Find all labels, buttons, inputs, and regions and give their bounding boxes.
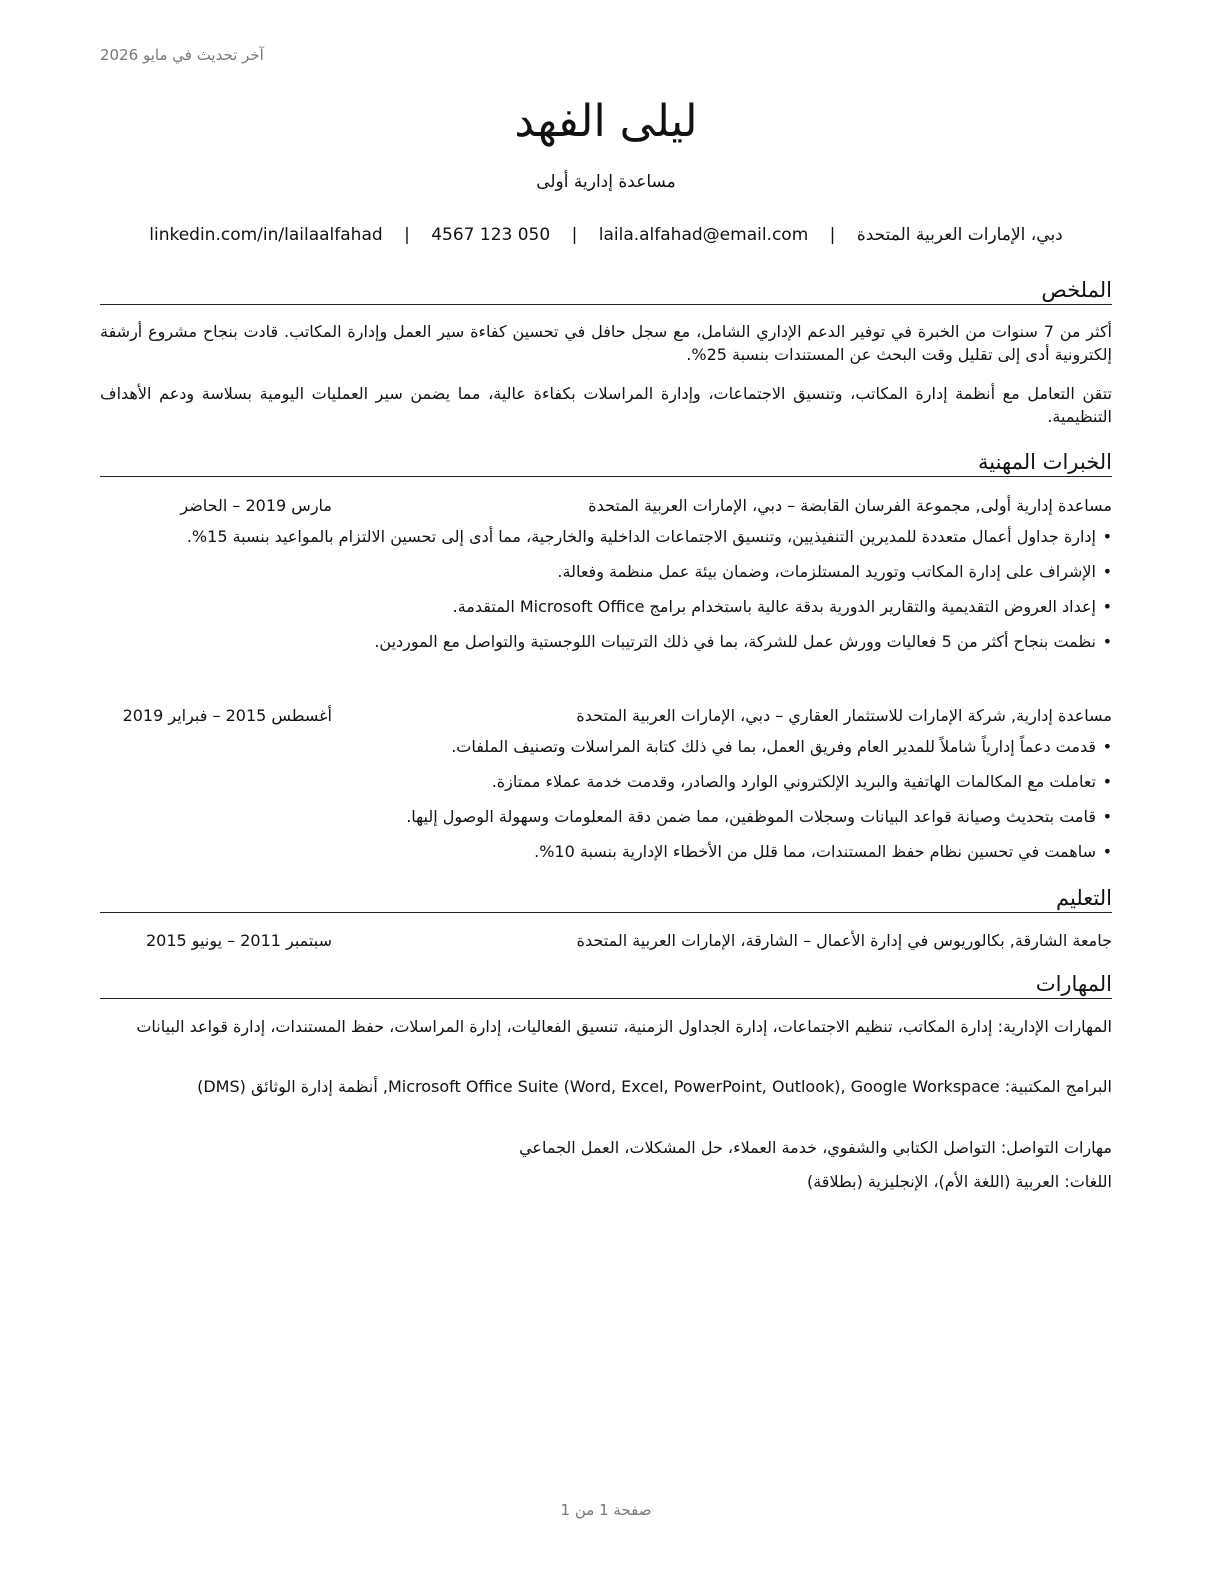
job-dates: أغسطس 2015 – فبراير 2019 (122, 706, 332, 725)
skill-line: البرامج المكتبية: Microsoft Office Suite (Word, Excel, PowerPoint, Outlook), Google Workspace, أنظمة إدارة الوثائق (DMS) (197, 1077, 1112, 1096)
list-item: • إدارة جداول أعمال متعددة للمديرين التنفيذيين، وتنسيق الاجتماعات الداخلية والخارجية، مما أدى إلى تحسين الالتزام بالمواعيد بنسبة 15%. (100, 525, 1112, 548)
contact-location: دبي، الإمارات العربية المتحدة (856, 225, 1063, 245)
education-entry (100, 929, 1112, 953)
list-item: • إعداد العروض التقديمية والتقارير الدورية بدقة عالية باستخدام برامج Microsoft Office المتقدمة. (100, 595, 1112, 618)
candidate-title: مساعدة إدارية أولى (536, 172, 676, 192)
contact-separator: | (829, 225, 836, 245)
education-dates: سبتمبر 2011 – يونيو 2015 (145, 931, 332, 950)
contact-phone: 050 123 4567 (431, 225, 551, 245)
candidate-name: ليلى الفهد (514, 96, 698, 147)
last-updated-note: آخر تحديث في مايو 2026 (100, 46, 264, 64)
job-bullets (100, 525, 1112, 665)
list-item: • الإشراف على إدارة المكاتب وتوريد المستلزمات، وضمان بيئة عمل منظمة وفعالة. (100, 560, 1112, 583)
list-item: • تعاملت مع المكالمات الهاتفية والبريد الإلكتروني الوارد والصادر، وقدمت خدمة عملاء ممتازة. (100, 770, 1112, 793)
summary-paragraph: أكثر من 7 سنوات من الخبرة في توفير الدعم الإداري الشامل، مع سجل حافل في تحسين كفاءة سير العمل وإدارة المكاتب. قادت بنجاح مشروع أرشفة إلكترونية أدى إلى تقليل وقت البحث عن المستندات بنسبة 25%. (100, 322, 1112, 364)
resume-page (100, 0, 1112, 1584)
education-heading: التعليم (100, 885, 1112, 913)
summary-heading: الملخص (100, 277, 1112, 305)
contact-email[interactable]: laila.alfahad@email.com (598, 225, 809, 245)
job-bullets (100, 735, 1112, 875)
contact-line (100, 222, 1112, 248)
job-title-company: مساعدة إدارية, شركة الإمارات للاستثمار العقاري – دبي، الإمارات العربية المتحدة (576, 706, 1112, 725)
list-item: • ساهمت في تحسين نظام حفظ المستندات، مما قلل من الأخطاء الإدارية بنسبة 10%. (100, 840, 1112, 863)
skill-line: مهارات التواصل: التواصل الكتابي والشفوي، خدمة العملاء، حل المشكلات، العمل الجماعي (519, 1138, 1112, 1157)
job-header (100, 704, 1112, 728)
skill-line: المهارات الإدارية: إدارة المكاتب، تنظيم الاجتماعات، إدارة الجداول الزمنية، تنسيق الفعاليات، إدارة المراسلات، حفظ المستندات، إدارة قواعد البيانات (136, 1017, 1112, 1036)
contact-separator: | (404, 225, 410, 245)
list-item: • نظمت بنجاح أكثر من 5 فعاليات وورش عمل للشركة، بما في ذلك الترتيبات اللوجستية والتواصل مع الموردين. (100, 630, 1112, 653)
contact-linkedin[interactable]: linkedin.com/in/lailaalfahad (149, 225, 383, 245)
list-item: • قامت بتحديث وصيانة قواعد البيانات وسجلات الموظفين، مما ضمن دقة المعلومات وسهولة الوصول إليها. (100, 805, 1112, 828)
job-header (100, 494, 1112, 518)
summary-paragraph: تتقن التعامل مع أنظمة إدارة المكاتب، وتنسيق الاجتماعات، وإدارة المراسلات بكفاءة عالية، مما يضمن سير العمليات اليومية بسلاسة ودعم الأهداف التنظيمية. (100, 384, 1112, 426)
contact-separator: | (571, 225, 578, 245)
page-number: صفحة 1 من 1 (560, 1501, 652, 1519)
skills-heading: المهارات (100, 971, 1112, 999)
job-dates: مارس 2019 – الحاضر (180, 496, 332, 515)
job-title-company: مساعدة إدارية أولى, مجموعة الفرسان القابضة – دبي، الإمارات العربية المتحدة (588, 496, 1112, 515)
experience-heading: الخبرات المهنية (100, 449, 1112, 477)
education-degree-school: جامعة الشارقة, بكالوريوس في إدارة الأعمال – الشارقة، الإمارات العربية المتحدة (576, 931, 1112, 950)
skill-line: اللغات: العربية (اللغة الأم)، الإنجليزية (بطلاقة) (806, 1172, 1112, 1191)
list-item: • قدمت دعماً إدارياً شاملاً للمدير العام وفريق العمل، بما في ذلك كتابة المراسلات وتصنيف الملفات. (100, 735, 1112, 758)
